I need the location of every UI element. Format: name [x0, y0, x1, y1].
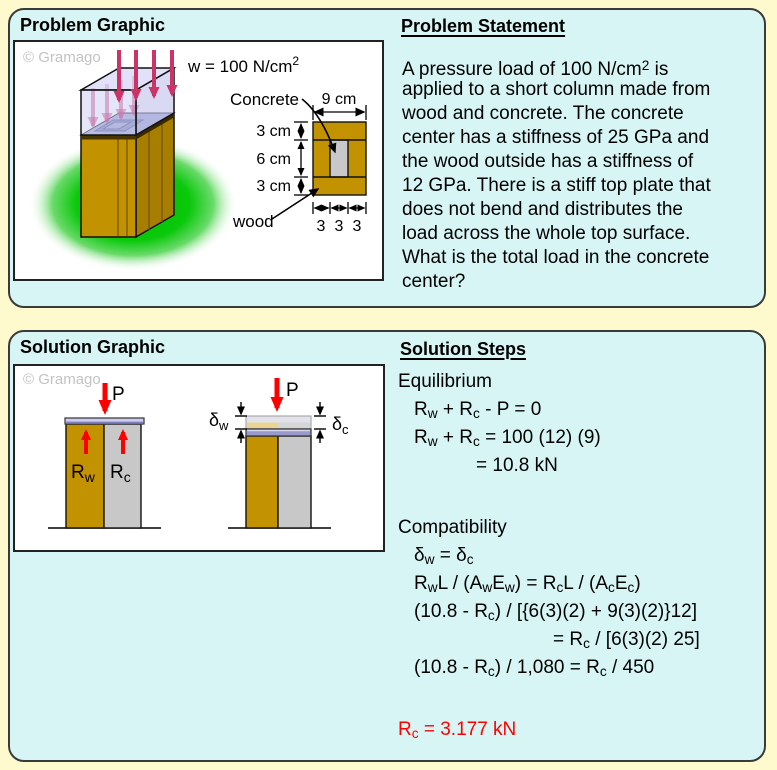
statement-line: load across the whole top surface. [402, 223, 691, 244]
solution-step-line: Rc = 3.177 kN [398, 719, 517, 741]
solution-graphic-drawing [15, 366, 383, 550]
solution-step-line: (10.8 - Rc) / 1,080 = Rc / 450 [414, 657, 655, 679]
cross-section [230, 90, 366, 235]
p-label: P [286, 380, 299, 401]
solution-graphic-canvas [13, 364, 385, 552]
subscript: c [583, 636, 590, 651]
p-label: P [112, 384, 125, 405]
delta-c-main: δ [332, 414, 343, 434]
statement-line: applied to a short column made from [402, 79, 711, 100]
load-label-text: w = 100 N/cm [188, 57, 293, 76]
subscript: c [608, 580, 615, 595]
wood-column [246, 436, 278, 528]
concrete-original-top [278, 423, 310, 429]
delta-c-label [332, 414, 349, 437]
dim-b3-label: 3 [352, 218, 362, 235]
dim-mid-label: 6 cm [256, 151, 291, 168]
dim-bot-label: 3 cm [256, 178, 291, 195]
solution-step-line: Rw + Rc = 100 (12) (9) [414, 427, 601, 449]
subscript: w [482, 580, 493, 595]
dim-width-label: 9 cm [321, 91, 357, 108]
problem-statement-text [402, 54, 766, 294]
load-label-sup: 2 [292, 54, 300, 68]
solution-step-line: = Rc / [6(3)(2) 25] [553, 629, 700, 651]
solution-step-line: (10.8 - Rc) / [{6(3)(2) + 9(3)(2)}12] [414, 601, 697, 623]
statement-line: A pressure load of 100 $N/cm^2$ is [402, 58, 669, 81]
pressure-load-label [187, 54, 299, 76]
subscript: w [427, 406, 438, 421]
subscript: c [411, 726, 419, 741]
rw-label-main: R [71, 462, 85, 483]
dim-bottom [313, 202, 366, 214]
statement-line: What is the total load in the concrete [402, 247, 710, 268]
solution-step-line [398, 480, 764, 514]
solution-graphic-title: Solution Graphic [20, 337, 166, 357]
problem-graphic-drawing [15, 42, 382, 279]
delta-w-sub: w [219, 418, 229, 433]
problem-graphic-title: Problem Graphic [20, 15, 166, 35]
solution-step-line: δw = δc [414, 545, 474, 567]
pressure-volume-front [81, 90, 136, 135]
subscript: c [487, 608, 495, 623]
dim-heights [294, 122, 308, 195]
wood-original-top [247, 423, 278, 429]
statement-line: 12 GPa. There is a stiff top plate that [402, 175, 711, 196]
delta-w-dimension [235, 402, 247, 443]
subscript: w [424, 552, 435, 567]
solution-step-line: Rw + Rc - P = 0 [414, 399, 542, 421]
problem-statement-title: Problem Statement [401, 16, 566, 36]
subscript: c [599, 664, 607, 679]
subscript: w [504, 580, 515, 595]
problem-panel [8, 8, 766, 308]
statement-line: the wood outside has a stiffness of [402, 151, 694, 172]
solution-step-line: Equilibrium [398, 371, 492, 392]
delta-w-main: δ [209, 410, 220, 430]
subscript: c [466, 552, 474, 567]
watermark: © Gramago [23, 371, 101, 388]
statement-line: center? [402, 271, 466, 292]
statement-line: does not bend and distributes the [402, 199, 683, 220]
subscript: w [427, 434, 438, 449]
subscript: w [427, 580, 438, 595]
subscript: c [472, 406, 480, 421]
subscript: c [627, 580, 635, 595]
solution-step-line: = 10.8 kN [476, 455, 558, 476]
rw-label-sub: w [84, 469, 95, 485]
delta-w-label [209, 410, 229, 433]
subscript: c [487, 664, 495, 679]
concrete-label: Concrete [230, 90, 299, 109]
dim-b2-label: 3 [334, 218, 344, 235]
subscript: c [472, 434, 480, 449]
dim-top-label: 3 cm [256, 123, 291, 140]
wood-label: wood [233, 212, 274, 231]
solution-step-line [398, 682, 764, 716]
rc-label-main: R [110, 462, 124, 483]
rc-label-sub: c [123, 469, 131, 485]
problem-graphic-canvas [13, 40, 384, 281]
dim-b1-label: 3 [316, 218, 326, 235]
fbd-deformed [209, 378, 349, 528]
watermark: © Gramago [23, 49, 101, 66]
solution-steps-title: Solution Steps [400, 339, 526, 359]
delta-c-sub: c [342, 422, 349, 437]
subscript: c [556, 580, 564, 595]
fbd-undeformed [48, 383, 161, 528]
column-front-face [81, 135, 136, 237]
solution-step-line: Compatibility [398, 517, 507, 538]
solution-panel [8, 330, 766, 762]
solution-step-line: RwL / (AwEw) = RcL / (AcEc) [414, 573, 641, 595]
superscript: 2 [641, 58, 650, 73]
concrete-column [278, 436, 311, 528]
solution-steps-text [398, 368, 764, 744]
statement-line: wood and concrete. The concrete [402, 103, 684, 124]
statement-line: center has a stiffness of 25 GPa and [402, 127, 710, 148]
delta-c-dimension [314, 402, 326, 443]
